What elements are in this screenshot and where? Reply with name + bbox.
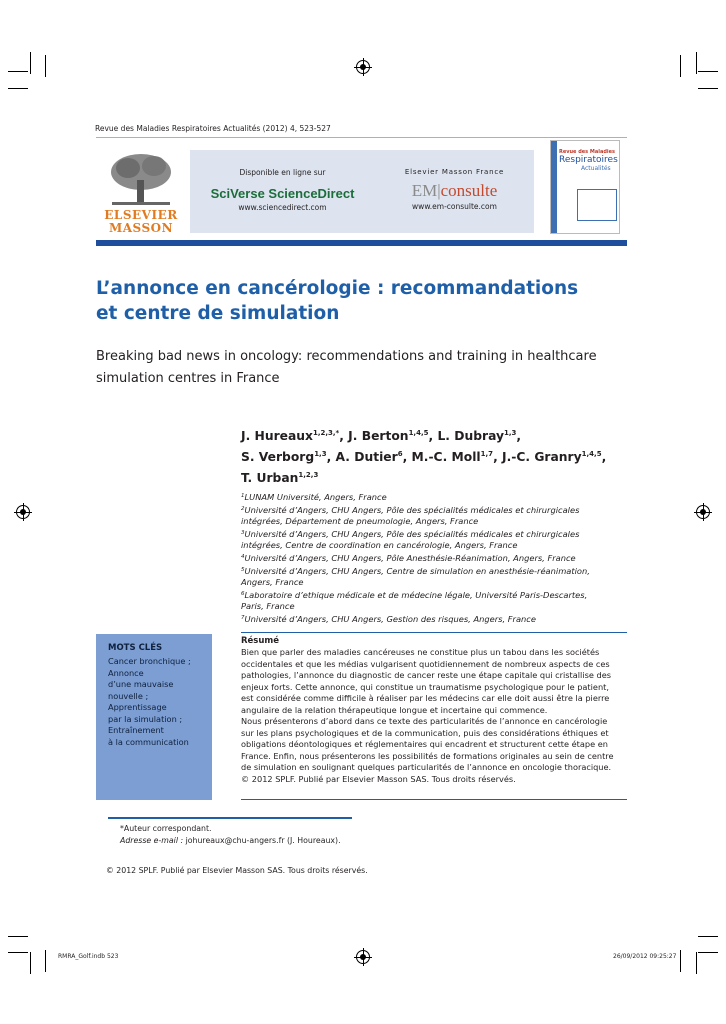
header-bar — [96, 240, 627, 246]
crop-mark — [8, 88, 28, 89]
logo-masson-text: MASSON — [108, 221, 174, 235]
registration-mark-icon — [696, 505, 710, 519]
abstract-rule — [241, 799, 627, 800]
keywords-box — [96, 634, 212, 800]
abstract-line: Bien que parler des maladies cancéreuses ne constitue plus un tabou dans les sociétés — [241, 647, 600, 657]
author-separator: , — [516, 429, 522, 443]
crop-mark — [698, 936, 718, 937]
availability-banner — [190, 150, 534, 233]
author-separator: , — [493, 450, 503, 464]
sciencedirect-link[interactable]: www.sciencedirect.com — [238, 203, 327, 212]
author-line — [241, 466, 661, 487]
author-affil: 1,3 — [314, 450, 327, 458]
article-title — [96, 276, 656, 326]
cover-band — [551, 141, 557, 234]
keyword-line: nouvelle ; — [108, 690, 149, 701]
cover-line1: Revue des Maladies — [559, 149, 615, 155]
crop-mark — [696, 952, 697, 974]
author-separator: , — [601, 450, 607, 464]
affiliation-item: $^3$Université d’Angers, CHU Angers, Pôle des spécialités médicales et chirurgicales — [241, 528, 580, 539]
author-name: T. Urban — [241, 471, 299, 485]
abstract-line: de simulation en soulignant quelques particularités de l’annonce en oncologie thoracique. — [241, 762, 612, 772]
copyright-notice: © 2012 SPLF. Publié par Elsevier Masson SAS. Tous droits réservés. — [106, 866, 368, 875]
journal-cover-thumbnail — [550, 140, 620, 234]
emconsulte-brand: EM|consulte — [411, 181, 498, 200]
article-english-title — [96, 346, 656, 390]
logo-elsevier-text: ELSEVIER — [104, 208, 178, 222]
abstract-line: Nous présenterons d’abord dans ce texte des particularités de l’annonce en cancérologie — [241, 716, 608, 726]
author-name: M.-C. Moll — [411, 450, 481, 464]
consulte-text: consulte — [440, 181, 498, 200]
abstract-line: sur les plans psychologiques et de la communication, puis des considérations éthiques et — [241, 727, 609, 738]
keyword-line: Apprentissage — [108, 702, 167, 712]
author-name: J. Hureaux — [241, 429, 313, 443]
affiliations — [241, 491, 641, 626]
author-name: L. Dubray — [437, 429, 505, 443]
author-affil: 1,3 — [504, 429, 517, 437]
affiliation-item: $^1$LUNAM Université, Angers, France — [241, 492, 387, 502]
cover-line2: Respiratoires — [559, 155, 618, 165]
crop-mark — [696, 52, 697, 74]
subtitle-line: Breaking bad news in oncology: recommendations and training in healthcare — [96, 349, 597, 364]
registration-mark-icon — [356, 60, 370, 74]
keyword-line: Entraînement — [108, 725, 164, 735]
affiliation-item: $^6$Laboratoire d’ethique médicale et de médecine légale, Université Paris-Descartes, — [241, 589, 588, 600]
crop-mark — [30, 952, 31, 974]
affiliation-item: intégrées, Centre de coordination en cancérologie, Angers, France — [241, 540, 518, 551]
journal-citation: Revue des Maladies Respiratoires Actualités (2012) 4, 523-527 — [95, 124, 331, 133]
crop-mark — [698, 952, 718, 953]
sciencedirect-brand: SciVerse ScienceDirect — [210, 186, 355, 201]
crop-mark — [698, 88, 718, 89]
keyword-line: d’une mauvaise — [108, 679, 174, 689]
abstract-line: occidentales et que les médias vulgarisent quotidiennement de nombreux aspects de ces — [241, 658, 610, 669]
emconsulte-label: Elsevier Masson France — [404, 168, 505, 176]
author-affil: 6 — [397, 450, 403, 458]
author-separator: , — [326, 450, 336, 464]
abstract-rule — [241, 632, 627, 633]
elsevier-masson-logo — [104, 150, 178, 234]
affiliation-item: $^7$Université d’Angers, CHU Angers, Gestion des risques, Angers, France — [241, 613, 536, 624]
abstract-line: obligations déontologiques et réglementaires qui encadrent et structurent cette étape en — [241, 739, 608, 749]
cover-frame — [577, 189, 617, 221]
crop-mark — [8, 936, 28, 937]
abstract-heading: Résumé — [241, 636, 280, 646]
header-rule — [96, 137, 627, 138]
sciencedirect-label: Disponible en ligne sur — [239, 168, 326, 177]
email-link[interactable]: johureaux@chu-angers.fr (J. Houreaux). — [185, 836, 341, 845]
author-list — [241, 424, 661, 487]
affiliation-item: Paris, France — [241, 601, 295, 612]
abstract-line: pathologies, l’annonce du diagnostic de cancer reste une étape capitale qui cristallise des — [241, 670, 612, 680]
author-affil: 1,7 — [480, 450, 494, 458]
emconsulte-block — [375, 168, 534, 211]
slug-file-info: RMRA_Golf.indb 523 — [58, 953, 119, 960]
email-label: Adresse e-mail : — [120, 836, 184, 845]
affiliation-item: intégrées, Département de pneumologie, Angers, France — [241, 516, 479, 527]
author-separator: , — [339, 429, 349, 443]
emconsulte-link[interactable]: www.em-consulte.com — [412, 202, 497, 211]
author-name: S. Verborg — [241, 450, 315, 464]
footnote-rule — [108, 817, 352, 819]
corresponding-author-note: *Auteur correspondant. — [120, 824, 212, 833]
crop-mark — [680, 950, 681, 972]
abstract-line: © 2012 SPLF. Publié par Elsevier Masson SAS. Tous droits réservés. — [241, 773, 516, 784]
abstract-text — [241, 647, 629, 785]
crop-mark — [680, 55, 681, 77]
crop-mark — [45, 950, 46, 972]
author-affil: 1,2,3 — [298, 471, 319, 479]
crop-mark — [30, 52, 31, 74]
crop-mark — [8, 71, 28, 72]
title-line: et centre de simulation — [96, 303, 340, 324]
crop-mark — [698, 71, 718, 72]
author-affil: 1,2,3,* — [312, 429, 340, 437]
title-line: L’annonce en cancérologie : recommandations — [96, 278, 579, 299]
cover-line3: Actualités — [581, 165, 611, 172]
abstract-line: France. Enfin, nous présenterons les possibilités de formations originales au sein de centre — [241, 750, 614, 761]
em-text: EM — [411, 181, 438, 200]
keywords-heading: MOTS CLÉS — [108, 643, 163, 653]
subtitle-line: simulation centres in France — [96, 371, 280, 386]
affiliation-item: $^4$Université d’Angers, CHU Angers, Pôle Anesthésie-Réanimation, Angers, France — [241, 552, 576, 563]
keyword-line: par la simulation ; — [108, 713, 183, 724]
registration-mark-icon — [16, 505, 30, 519]
registration-mark-icon — [356, 950, 370, 964]
author-name: J. Berton — [348, 429, 409, 443]
tree-logo-icon — [104, 150, 178, 208]
author-name: A. Dutier — [335, 450, 398, 464]
affiliation-item: $^5$Université d’Angers, CHU Angers, Centre de simulation en anesthésie-réanimation, — [241, 565, 590, 576]
author-separator: , — [402, 450, 412, 464]
affiliation-item: $^2$Université d’Angers, CHU Angers, Pôle des spécialités médicales et chirurgicales — [241, 504, 580, 515]
author-affil: 1,4,5 — [581, 450, 602, 458]
author-line — [241, 424, 661, 445]
affiliation-item: Angers, France — [241, 577, 304, 588]
author-line — [241, 445, 661, 466]
author-affil: 1,4,5 — [408, 429, 429, 437]
crop-mark — [8, 952, 28, 953]
abstract-line: est considérée comme difficile à réaliser par les médecins car elle doit aussi être la pierre — [241, 693, 610, 703]
email-note — [120, 836, 341, 845]
author-name: J.-C. Granry — [502, 450, 582, 464]
slug-timestamp: 26/09/2012 09:25:27 — [613, 953, 677, 960]
keyword-line: à la communication — [108, 736, 189, 747]
author-separator: , — [428, 429, 438, 443]
crop-mark — [45, 55, 46, 77]
keyword-line: Annonce — [108, 667, 144, 678]
abstract-line: angulaire de la relation thérapeutique longue et incertaine qui commence. — [241, 704, 548, 715]
sciencedirect-block — [190, 168, 375, 212]
keyword-line: Cancer bronchique ; — [108, 656, 191, 666]
abstract-line: enjeux forts. Cette annonce, qui constitue un traumatisme psychologique pour le patient, — [241, 681, 609, 692]
